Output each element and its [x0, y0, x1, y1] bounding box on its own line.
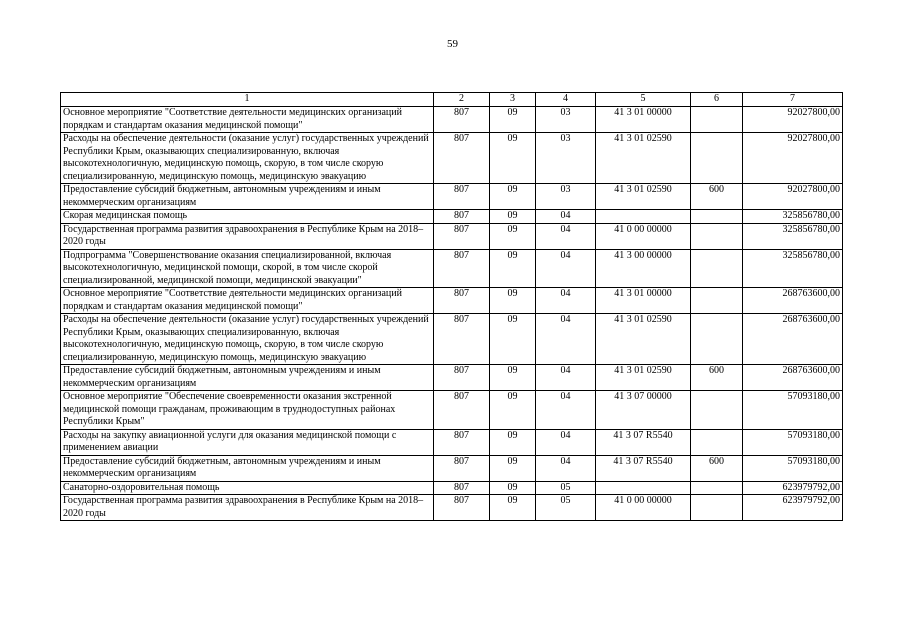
- ministry-code-cell: 807: [434, 495, 490, 521]
- target-article-cell: 41 3 01 00000: [596, 107, 691, 133]
- table-row: [61, 314, 843, 365]
- row-name-cell: Расходы на обеспечение деятельности (оказание услуг) государственных учреждений Республики Крым, оказывающих специализированную, включая высокотехнологичную, медицинскую помощь, скорую, в том числе скорую специализированную, медицинскую помощь, медицинскую эвакуацию: [61, 314, 434, 365]
- target-article-cell: 41 3 01 02590: [596, 314, 691, 365]
- section-code-cell: 09: [490, 391, 536, 430]
- ministry-code-cell: 807: [434, 481, 490, 495]
- expense-type-cell: 600: [691, 365, 743, 391]
- section-code-cell: 09: [490, 365, 536, 391]
- amount-cell: 268763600,00: [743, 288, 843, 314]
- table-header-row: [61, 93, 843, 107]
- expense-type-cell: [691, 391, 743, 430]
- table-row: [61, 184, 843, 210]
- subsection-code-cell: 04: [536, 391, 596, 430]
- target-article-cell: [596, 481, 691, 495]
- column-header: 1: [61, 93, 434, 107]
- expense-type-cell: [691, 223, 743, 249]
- expense-type-cell: [691, 210, 743, 224]
- amount-cell: 57093180,00: [743, 455, 843, 481]
- expense-type-cell: 600: [691, 184, 743, 210]
- ministry-code-cell: 807: [434, 429, 490, 455]
- amount-cell: 268763600,00: [743, 314, 843, 365]
- row-name-cell: Государственная программа развития здравоохранения в Республике Крым на 2018–2020 годы: [61, 223, 434, 249]
- target-article-cell: 41 3 07 00000: [596, 391, 691, 430]
- section-code-cell: 09: [490, 184, 536, 210]
- section-code-cell: 09: [490, 288, 536, 314]
- subsection-code-cell: 04: [536, 314, 596, 365]
- target-article-cell: 41 3 07 R5540: [596, 429, 691, 455]
- section-code-cell: 09: [490, 107, 536, 133]
- section-code-cell: 09: [490, 495, 536, 521]
- column-header: 5: [596, 93, 691, 107]
- table-row: [61, 210, 843, 224]
- subsection-code-cell: 04: [536, 429, 596, 455]
- section-code-cell: 09: [490, 249, 536, 288]
- expense-type-cell: [691, 495, 743, 521]
- section-code-cell: 09: [490, 455, 536, 481]
- ministry-code-cell: 807: [434, 223, 490, 249]
- amount-cell: 92027800,00: [743, 107, 843, 133]
- column-header: 2: [434, 93, 490, 107]
- expense-type-cell: [691, 314, 743, 365]
- row-name-cell: Подпрограмма "Совершенствование оказания специализированной, включая высокотехнологичную, медицинской помощи, скорой, в том числе скорой специализированной, медицинской помощи, медицинской эвакуации": [61, 249, 434, 288]
- subsection-code-cell: 05: [536, 495, 596, 521]
- amount-cell: 325856780,00: [743, 249, 843, 288]
- subsection-code-cell: 05: [536, 481, 596, 495]
- amount-cell: 623979792,00: [743, 481, 843, 495]
- subsection-code-cell: 04: [536, 365, 596, 391]
- subsection-code-cell: 04: [536, 210, 596, 224]
- target-article-cell: 41 0 00 00000: [596, 223, 691, 249]
- table-row: [61, 391, 843, 430]
- table-row: [61, 481, 843, 495]
- row-name-cell: Расходы на обеспечение деятельности (оказание услуг) государственных учреждений Республики Крым, оказывающих специализированную, включая высокотехнологичную, медицинскую помощь, скорую, в том числе скорую специализированную, медицинскую помощь, медицинскую эвакуацию: [61, 133, 434, 184]
- table-row: [61, 249, 843, 288]
- column-header: 4: [536, 93, 596, 107]
- ministry-code-cell: 807: [434, 210, 490, 224]
- ministry-code-cell: 807: [434, 365, 490, 391]
- budget-table: [60, 92, 843, 521]
- subsection-code-cell: 04: [536, 288, 596, 314]
- amount-cell: 623979792,00: [743, 495, 843, 521]
- ministry-code-cell: 807: [434, 107, 490, 133]
- row-name-cell: Скорая медицинская помощь: [61, 210, 434, 224]
- target-article-cell: 41 3 00 00000: [596, 249, 691, 288]
- ministry-code-cell: 807: [434, 391, 490, 430]
- section-code-cell: 09: [490, 314, 536, 365]
- target-article-cell: 41 3 01 02590: [596, 133, 691, 184]
- row-name-cell: Расходы на закупку авиационной услуги для оказания медицинской помощи с применением авиации: [61, 429, 434, 455]
- amount-cell: 92027800,00: [743, 184, 843, 210]
- row-name-cell: Предоставление субсидий бюджетным, автономным учреждениям и иным некоммерческим организациям: [61, 455, 434, 481]
- target-article-cell: 41 3 07 R5540: [596, 455, 691, 481]
- amount-cell: 325856780,00: [743, 210, 843, 224]
- target-article-cell: 41 3 01 02590: [596, 184, 691, 210]
- expense-type-cell: [691, 133, 743, 184]
- section-code-cell: 09: [490, 210, 536, 224]
- column-header: 6: [691, 93, 743, 107]
- row-name-cell: Основное мероприятие "Соответствие деятельности медицинских организаций порядкам и стандартам оказания медицинской помощи": [61, 107, 434, 133]
- row-name-cell: Предоставление субсидий бюджетным, автономным учреждениям и иным некоммерческим организациям: [61, 184, 434, 210]
- subsection-code-cell: 04: [536, 223, 596, 249]
- ministry-code-cell: 807: [434, 455, 490, 481]
- ministry-code-cell: 807: [434, 249, 490, 288]
- row-name-cell: Основное мероприятие "Обеспечение своевременности оказания экстренной медицинской помощи гражданам, проживающим в труднодоступных районах Республики Крым": [61, 391, 434, 430]
- expense-type-cell: [691, 429, 743, 455]
- table-row: [61, 495, 843, 521]
- subsection-code-cell: 03: [536, 107, 596, 133]
- table-row: [61, 133, 843, 184]
- table-row: [61, 107, 843, 133]
- row-name-cell: Предоставление субсидий бюджетным, автономным учреждениям и иным некоммерческим организациям: [61, 365, 434, 391]
- ministry-code-cell: 807: [434, 184, 490, 210]
- column-header: 7: [743, 93, 843, 107]
- amount-cell: 92027800,00: [743, 133, 843, 184]
- section-code-cell: 09: [490, 481, 536, 495]
- expense-type-cell: 600: [691, 455, 743, 481]
- expense-type-cell: [691, 481, 743, 495]
- ministry-code-cell: 807: [434, 314, 490, 365]
- column-header: 3: [490, 93, 536, 107]
- subsection-code-cell: 03: [536, 184, 596, 210]
- table-row: [61, 455, 843, 481]
- subsection-code-cell: 04: [536, 455, 596, 481]
- amount-cell: 57093180,00: [743, 429, 843, 455]
- section-code-cell: 09: [490, 133, 536, 184]
- table-row: [61, 223, 843, 249]
- subsection-code-cell: 04: [536, 249, 596, 288]
- table-row: [61, 429, 843, 455]
- target-article-cell: [596, 210, 691, 224]
- amount-cell: 268763600,00: [743, 365, 843, 391]
- target-article-cell: 41 0 00 00000: [596, 495, 691, 521]
- expense-type-cell: [691, 249, 743, 288]
- expense-type-cell: [691, 288, 743, 314]
- row-name-cell: Основное мероприятие "Соответствие деятельности медицинских организаций порядкам и стандартам оказания медицинской помощи": [61, 288, 434, 314]
- target-article-cell: 41 3 01 02590: [596, 365, 691, 391]
- amount-cell: 57093180,00: [743, 391, 843, 430]
- row-name-cell: Санаторно-оздоровительная помощь: [61, 481, 434, 495]
- section-code-cell: 09: [490, 429, 536, 455]
- table-row: [61, 288, 843, 314]
- amount-cell: 325856780,00: [743, 223, 843, 249]
- ministry-code-cell: 807: [434, 288, 490, 314]
- page-number: 59: [447, 38, 458, 50]
- section-code-cell: 09: [490, 223, 536, 249]
- ministry-code-cell: 807: [434, 133, 490, 184]
- row-name-cell: Государственная программа развития здравоохранения в Республике Крым на 2018–2020 годы: [61, 495, 434, 521]
- expense-type-cell: [691, 107, 743, 133]
- table-row: [61, 365, 843, 391]
- subsection-code-cell: 03: [536, 133, 596, 184]
- target-article-cell: 41 3 01 00000: [596, 288, 691, 314]
